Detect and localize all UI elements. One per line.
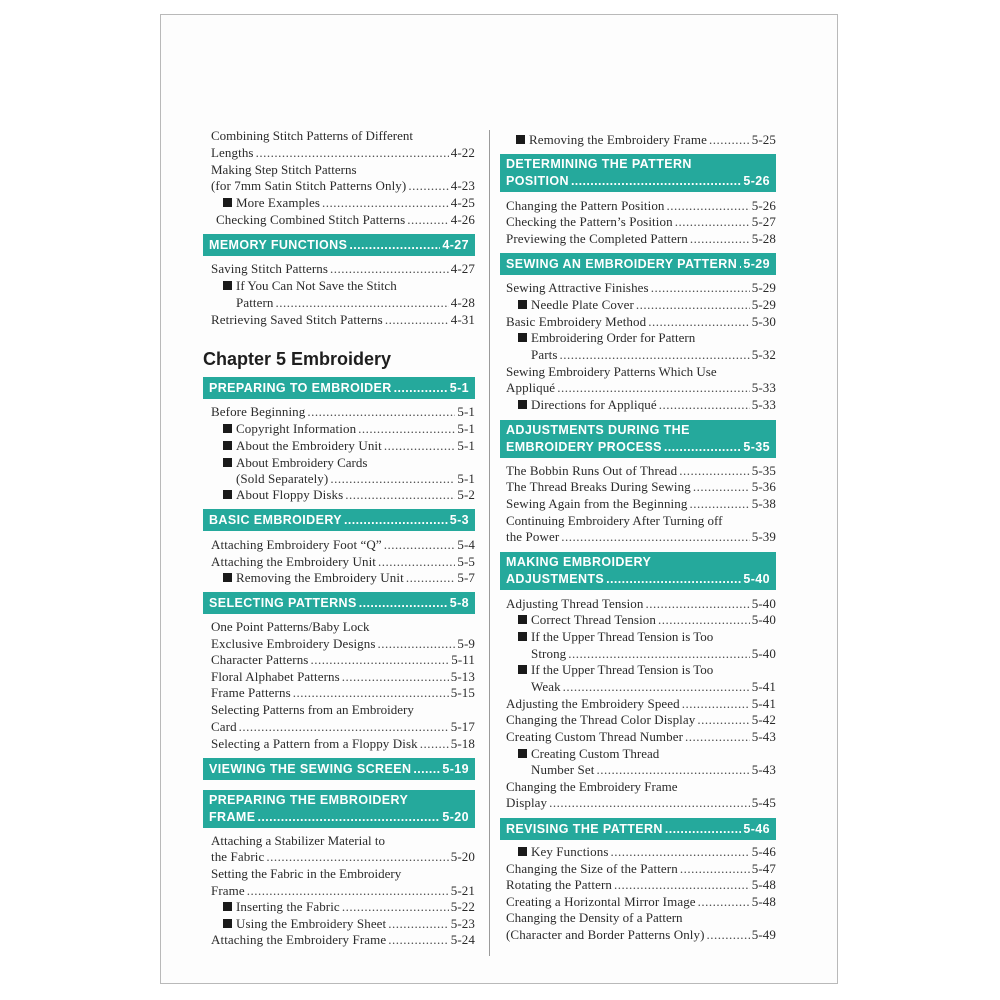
toc-entry[interactable]: Sewing Attractive Finishes ..... 5-29 — [506, 280, 776, 296]
toc-entry: Changing the Embroidery Frame — [506, 779, 678, 794]
toc-subentry[interactable]: Copyright Information ..... 5-1 — [223, 421, 475, 437]
toc-entry: Changing the Density of a Pattern — [506, 910, 683, 925]
toc-subentry[interactable]: Weak ..... 5-41 — [531, 679, 776, 695]
toc-subentry[interactable]: Inserting the Fabric ..... 5-22 — [223, 899, 475, 915]
toc-entry: Combining Stitch Patterns of Different — [211, 128, 413, 143]
square-bullet-icon — [223, 902, 232, 911]
toc-subentry[interactable]: Using the Embroidery Sheet ..... 5-23 — [223, 916, 475, 932]
section-header-selecting-patterns[interactable]: SELECTING PATTERNS ..... 5-8 — [203, 592, 475, 614]
toc-entry[interactable]: Appliqué ..... 5-33 — [506, 380, 776, 396]
toc-subentry[interactable]: More Examples ..... 4-25 — [223, 195, 475, 211]
toc-entry[interactable]: Floral Alphabet Patterns ..... 5-13 — [211, 669, 475, 685]
toc-subentry[interactable]: About Floppy Disks ..... 5-2 — [223, 487, 475, 503]
toc-entry[interactable]: Before Beginning ..... 5-1 — [211, 404, 475, 420]
square-bullet-icon — [518, 300, 527, 309]
toc-entry[interactable]: the Fabric ..... 5-20 — [211, 849, 475, 865]
square-bullet-icon — [223, 198, 232, 207]
toc-subentry: Creating Custom Thread — [518, 746, 776, 762]
section-header-preparing-embroidery-frame[interactable]: PREPARING THE EMBROIDERY FRAME ..... 5-20 — [203, 790, 475, 828]
toc-entry[interactable]: The Thread Breaks During Sewing ..... 5-36 — [506, 479, 776, 495]
toc-entry[interactable]: Rotating the Pattern ..... 5-48 — [506, 877, 776, 893]
square-bullet-icon — [223, 573, 232, 582]
toc-entry[interactable]: Lengths ..... 4-22 — [211, 145, 475, 161]
toc-subentry[interactable]: Number Set ..... 5-43 — [531, 762, 776, 778]
toc-subentry[interactable]: Strong ..... 5-40 — [531, 646, 776, 662]
square-bullet-icon — [518, 615, 527, 624]
square-bullet-icon — [518, 400, 527, 409]
toc-subentry[interactable]: Needle Plate Cover ..... 5-29 — [518, 297, 776, 313]
toc-entry: One Point Patterns/Baby Lock — [211, 619, 370, 634]
toc-entry[interactable]: (Character and Border Patterns Only) ..... 5-49 — [506, 927, 776, 943]
toc-subentry: If the Upper Thread Tension is Too — [518, 629, 776, 645]
toc-entry[interactable]: The Bobbin Runs Out of Thread ..... 5-35 — [506, 463, 776, 479]
toc-entry[interactable]: Attaching the Embroidery Frame ..... 5-24 — [211, 932, 475, 948]
toc-entry: Sewing Embroidery Patterns Which Use — [506, 364, 717, 379]
chapter-title: Chapter 5 Embroidery — [203, 349, 392, 369]
toc-entry[interactable]: Adjusting Thread Tension ..... 5-40 — [506, 596, 776, 612]
toc-entry: Setting the Fabric in the Embroidery — [211, 866, 402, 881]
toc-entry: Selecting Patterns from an Embroidery — [211, 702, 414, 717]
square-bullet-icon — [518, 749, 527, 758]
toc-subentry: If You Can Not Save the Stitch — [223, 278, 475, 294]
toc-subentry: About Embroidery Cards — [223, 455, 475, 471]
toc-entry[interactable]: Checking the Pattern’s Position ..... 5-27 — [506, 214, 776, 230]
toc-entry[interactable]: Checking Combined Stitch Patterns ..... 4-26 — [216, 212, 475, 228]
section-header-viewing-sewing-screen[interactable]: VIEWING THE SEWING SCREEN ..... 5-19 — [203, 758, 475, 780]
square-bullet-icon — [223, 919, 232, 928]
section-header-basic-embroidery[interactable]: BASIC EMBROIDERY ..... 5-3 — [203, 509, 475, 531]
square-bullet-icon — [518, 847, 527, 856]
toc-entry[interactable]: Exclusive Embroidery Designs ..... 5-9 — [211, 636, 475, 652]
square-bullet-icon — [223, 281, 232, 290]
toc-entry[interactable]: Basic Embroidery Method ..... 5-30 — [506, 314, 776, 330]
toc-subentry[interactable]: Correct Thread Tension ..... 5-40 — [518, 612, 776, 628]
toc-subentry[interactable]: Parts ..... 5-32 — [531, 347, 776, 363]
section-header-determining-pattern-position[interactable]: DETERMINING THE PATTERN POSITION ..... 5-26 — [500, 154, 776, 192]
section-header-adjustments-during-embroidery[interactable]: ADJUSTMENTS DURING THE EMBROIDERY PROCESS ..... 5-35 — [500, 420, 776, 458]
toc-entry[interactable]: Frame ..... 5-21 — [211, 883, 475, 899]
toc-entry[interactable]: the Power ..... 5-39 — [506, 529, 776, 545]
toc-subentry[interactable]: Directions for Appliqué ..... 5-33 — [518, 397, 776, 413]
toc-subentry[interactable]: (Sold Separately) ..... 5-1 — [236, 471, 475, 487]
toc-entry[interactable]: Changing the Pattern Position ..... 5-26 — [506, 198, 776, 214]
toc-subentry: Embroidering Order for Pattern — [518, 330, 776, 346]
toc-entry: Continuing Embroidery After Turning off — [506, 513, 723, 528]
toc-entry[interactable]: Selecting a Pattern from a Floppy Disk ..... 5-18 — [211, 736, 475, 752]
toc-subentry: If the Upper Thread Tension is Too — [518, 662, 776, 678]
square-bullet-icon — [518, 632, 527, 641]
toc-entry[interactable]: Frame Patterns ..... 5-15 — [211, 685, 475, 701]
toc-entry[interactable]: Character Patterns ..... 5-11 — [211, 652, 475, 668]
toc-entry[interactable]: Card ..... 5-17 — [211, 719, 475, 735]
toc-entry[interactable]: Sewing Again from the Beginning ..... 5-38 — [506, 496, 776, 512]
toc-entry[interactable]: Attaching the Embroidery Unit ..... 5-5 — [211, 554, 475, 570]
toc-subentry[interactable]: Key Functions ..... 5-46 — [518, 844, 776, 860]
toc-entry[interactable]: Changing the Thread Color Display ..... 5-42 — [506, 712, 776, 728]
section-header-preparing-to-embroider[interactable]: PREPARING TO EMBROIDER ..... 5-1 — [203, 377, 475, 399]
toc-subentry[interactable]: Pattern ..... 4-28 — [236, 295, 475, 311]
toc-entry: Making Step Stitch Patterns — [211, 162, 357, 177]
section-header-memory-functions[interactable]: MEMORY FUNCTIONS ..... 4-27 — [203, 234, 475, 256]
toc-entry[interactable]: Saving Stitch Patterns ..... 4-27 — [211, 261, 475, 277]
square-bullet-icon — [518, 333, 527, 342]
toc-entry[interactable]: Attaching Embroidery Foot “Q” ..... 5-4 — [211, 537, 475, 553]
section-header-making-embroidery-adjustments[interactable]: MAKING EMBROIDERY ADJUSTMENTS ..... 5-40 — [500, 552, 776, 590]
toc-entry[interactable]: Changing the Size of the Pattern ..... 5-47 — [506, 861, 776, 877]
square-bullet-icon — [223, 441, 232, 450]
toc-subentry[interactable]: About the Embroidery Unit ..... 5-1 — [223, 438, 475, 454]
square-bullet-icon — [223, 458, 232, 467]
toc-entry[interactable]: Previewing the Completed Pattern ..... 5-28 — [506, 231, 776, 247]
toc-entry: Attaching a Stabilizer Material to — [211, 833, 385, 848]
toc-entry[interactable]: Creating a Horizontal Mirror Image ..... 5-48 — [506, 894, 776, 910]
toc-subentry[interactable]: Removing the Embroidery Unit ..... 5-7 — [223, 570, 475, 586]
column-divider — [489, 130, 490, 956]
section-header-sewing-embroidery-pattern[interactable]: SEWING AN EMBROIDERY PATTERN ..... 5-29 — [500, 253, 776, 275]
toc-subentry[interactable]: Removing the Embroidery Frame ..... 5-25 — [516, 132, 776, 148]
square-bullet-icon — [223, 490, 232, 499]
toc-entry[interactable]: Display ..... 5-45 — [506, 795, 776, 811]
toc-entry[interactable]: (for 7mm Satin Stitch Patterns Only) ..... 4-23 — [211, 178, 475, 194]
square-bullet-icon — [516, 135, 525, 144]
toc-entry[interactable]: Adjusting the Embroidery Speed ..... 5-41 — [506, 696, 776, 712]
section-header-revising-pattern[interactable]: REVISING THE PATTERN ..... 5-46 — [500, 818, 776, 840]
toc-entry[interactable]: Creating Custom Thread Number ..... 5-43 — [506, 729, 776, 745]
square-bullet-icon — [223, 424, 232, 433]
square-bullet-icon — [518, 665, 527, 674]
toc-entry[interactable]: Retrieving Saved Stitch Patterns ..... 4-31 — [211, 312, 475, 328]
